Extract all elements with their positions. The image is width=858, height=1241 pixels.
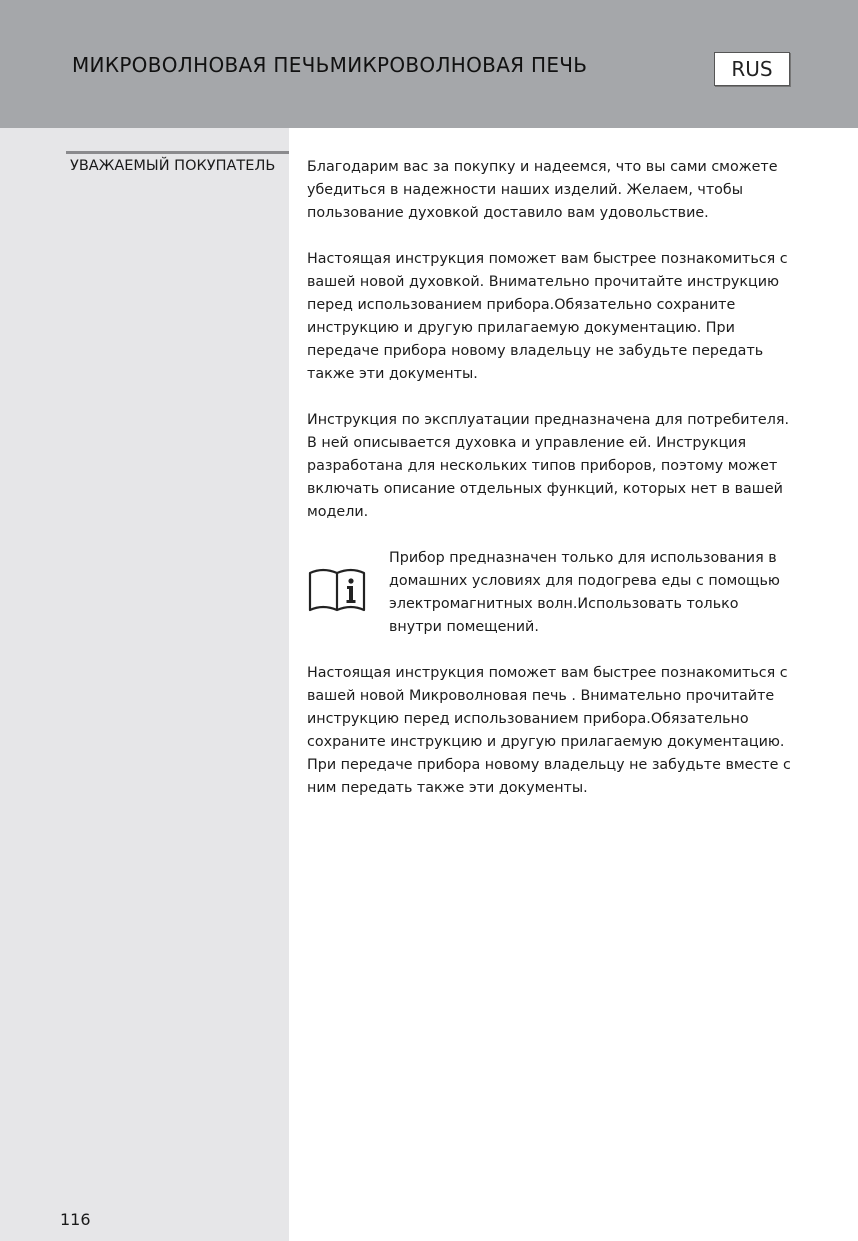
info-note <box>307 547 795 639</box>
paragraph-final: Настоящая инструкция поможет вам быстрее познакомиться с вашей новой Микроволновая печь . Внимательно прочитайте инструкцию перед использованием прибора.Обязательно сохраните инструкцию и другую прилагаемую документацию. При передаче прибора новому владельцу не забудьте вместе с ним передать также эти документы. <box>307 665 791 796</box>
page-title: МИКРОВОЛНОВАЯ ПЕЧЬМИКРОВОЛНОВАЯ ПЕЧЬ <box>72 53 588 77</box>
section-divider <box>66 151 289 154</box>
paragraph-thanks: Благодарим вас за покупку и надеемся, что вы сами сможете убедиться в надежности наших изделий. Желаем, чтобы пользование духовкой доставило вам удовольствие. <box>307 159 778 221</box>
language-badge: RUS <box>714 52 790 86</box>
paragraph-usage: Инструкция по эксплуатации предназначена для потребителя. В ней описывается духовка и управление ей. Инструкция разработана для нескольких типов приборов, поэтому может включать описание отдельных функций, которых нет в вашей модели. <box>307 412 790 520</box>
info-note-text: Прибор предназначен только для использования в домашних условиях для подогрева еды с помощью электромагнитных волн.Использовать только внутри помещений. <box>389 550 780 635</box>
paragraph-instructions: Настоящая инструкция поможет вам быстрее познакомиться с вашей новой духовкой. Внимательно прочитайте инструкцию перед использованием прибора.Обязательно сохраните инструкцию и другую прилагаемую документацию. При передаче прибора новому владельцу не забудьте передать также эти документы. <box>307 251 788 382</box>
page-header <box>0 0 858 128</box>
main-content <box>307 156 795 823</box>
manual-info-icon <box>307 565 367 615</box>
section-heading: УВАЖАЕМЫЙ ПОКУПАТЕЛЬ <box>70 158 276 174</box>
page-number: 116 <box>60 1210 91 1229</box>
sidebar-panel <box>0 128 289 1241</box>
